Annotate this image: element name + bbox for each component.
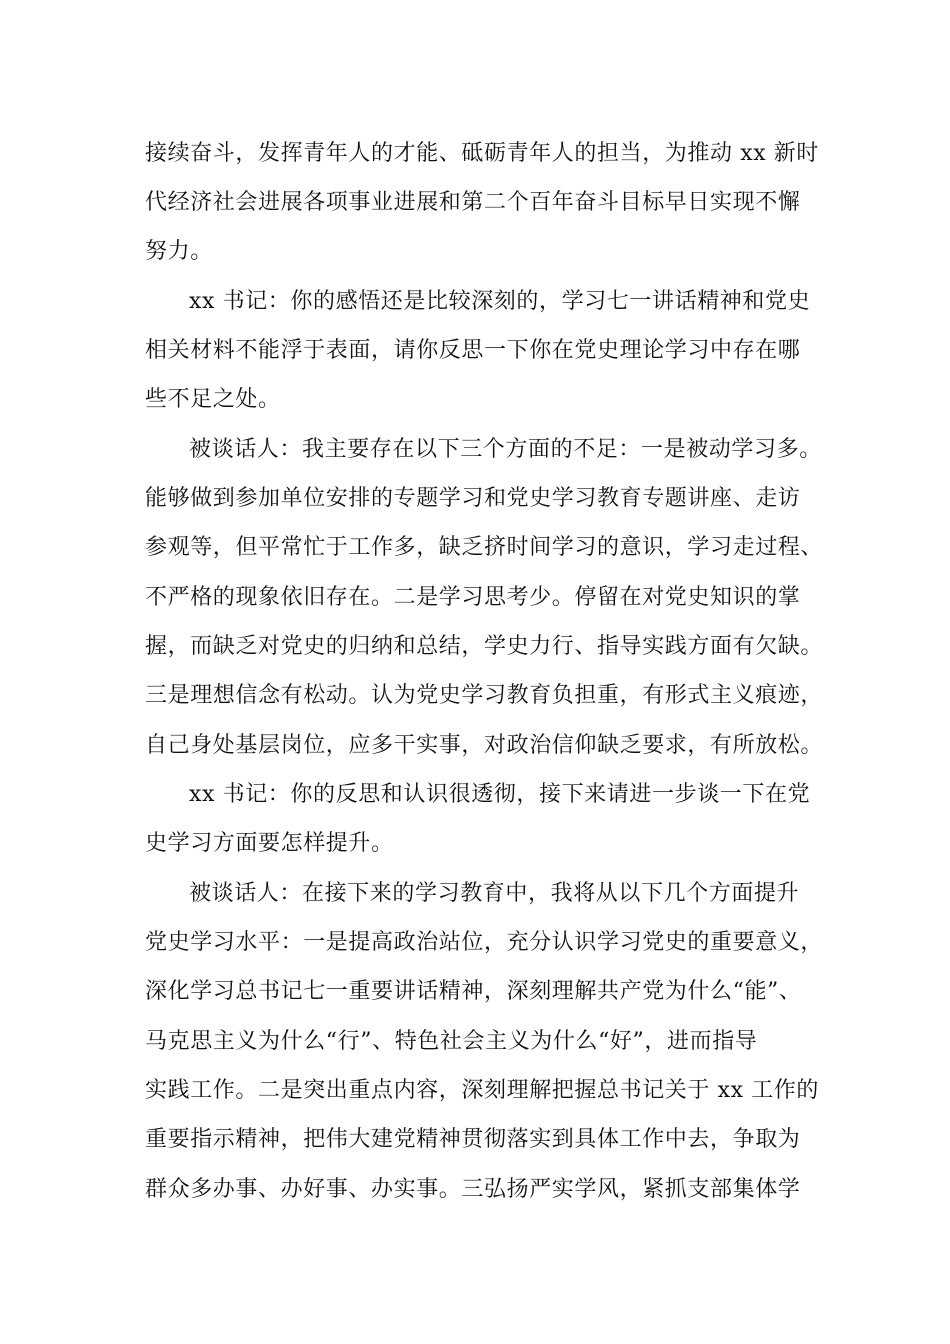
text-line: 马克思主义为什么“行”、特色社会主义为什么“好”，进而指导 xyxy=(145,1029,758,1054)
text-line: 深化学习总书记七一重要讲话精神，深刻理解共产党为什么“能”、 xyxy=(145,979,802,1004)
text-line: 实践工作。二是突出重点内容，深刻理解把握总书记关于 xx 工作的 xyxy=(145,1078,820,1103)
text-line: xx 书记：你的反思和认识很透彻，接下来请进一步谈一下在党 xyxy=(189,782,811,807)
text-line: 相关材料不能浮于表面，请你反思一下你在党史理论学习中存在哪 xyxy=(145,338,801,363)
text-line: 三是理想信念有松动。认为党史学习教育负担重，有形式主义痕迹， xyxy=(145,683,824,708)
text-line: 被谈话人：在接下来的学习教育中，我将从以下几个方面提升 xyxy=(189,881,800,906)
text-line: 努力。 xyxy=(145,239,213,264)
text-line: 不严格的现象依旧存在。二是学习思考少。停留在对党史知识的掌 xyxy=(145,585,801,610)
text-line: 史学习方面要怎样提升。 xyxy=(145,831,394,856)
text-line: 能够做到参加单位安排的专题学习和党史学习教育专题讲座、走访 xyxy=(145,486,801,511)
text-line: 代经济社会进展各项事业进展和第二个百年奋斗目标早日实现不懈 xyxy=(145,190,801,215)
text-line: 重要指示精神，把伟大建党精神贯彻落实到具体工作中去，争取为 xyxy=(145,1127,801,1152)
text-line: 被谈话人：我主要存在以下三个方面的不足：一是被动学习多。 xyxy=(189,437,822,462)
text-line: 参观等，但平常忙于工作多，缺乏挤时间学习的意识，学习走过程、 xyxy=(145,535,824,560)
text-line: 握，而缺乏对党史的归纳和总结，学史力行、指导实践方面有欠缺。 xyxy=(145,634,824,659)
text-line: 群众多办事、办好事、办实事。三弘扬严实学风，紧抓支部集体学 xyxy=(145,1177,801,1202)
text-line: 些不足之处。 xyxy=(145,387,281,412)
text-line: 接续奋斗，发挥青年人的才能、砥砺青年人的担当，为推动 xx 新时 xyxy=(145,141,820,166)
text-line: xx 书记：你的感悟还是比较深刻的，学习七一讲话精神和党史 xyxy=(189,289,811,314)
text-line: 党史学习水平：一是提高政治站位，充分认识学习党史的重要意义， xyxy=(145,930,824,955)
text-line: 自己身处基层岗位，应多干实事，对政治信仰缺乏要求，有所放松。 xyxy=(145,733,824,758)
